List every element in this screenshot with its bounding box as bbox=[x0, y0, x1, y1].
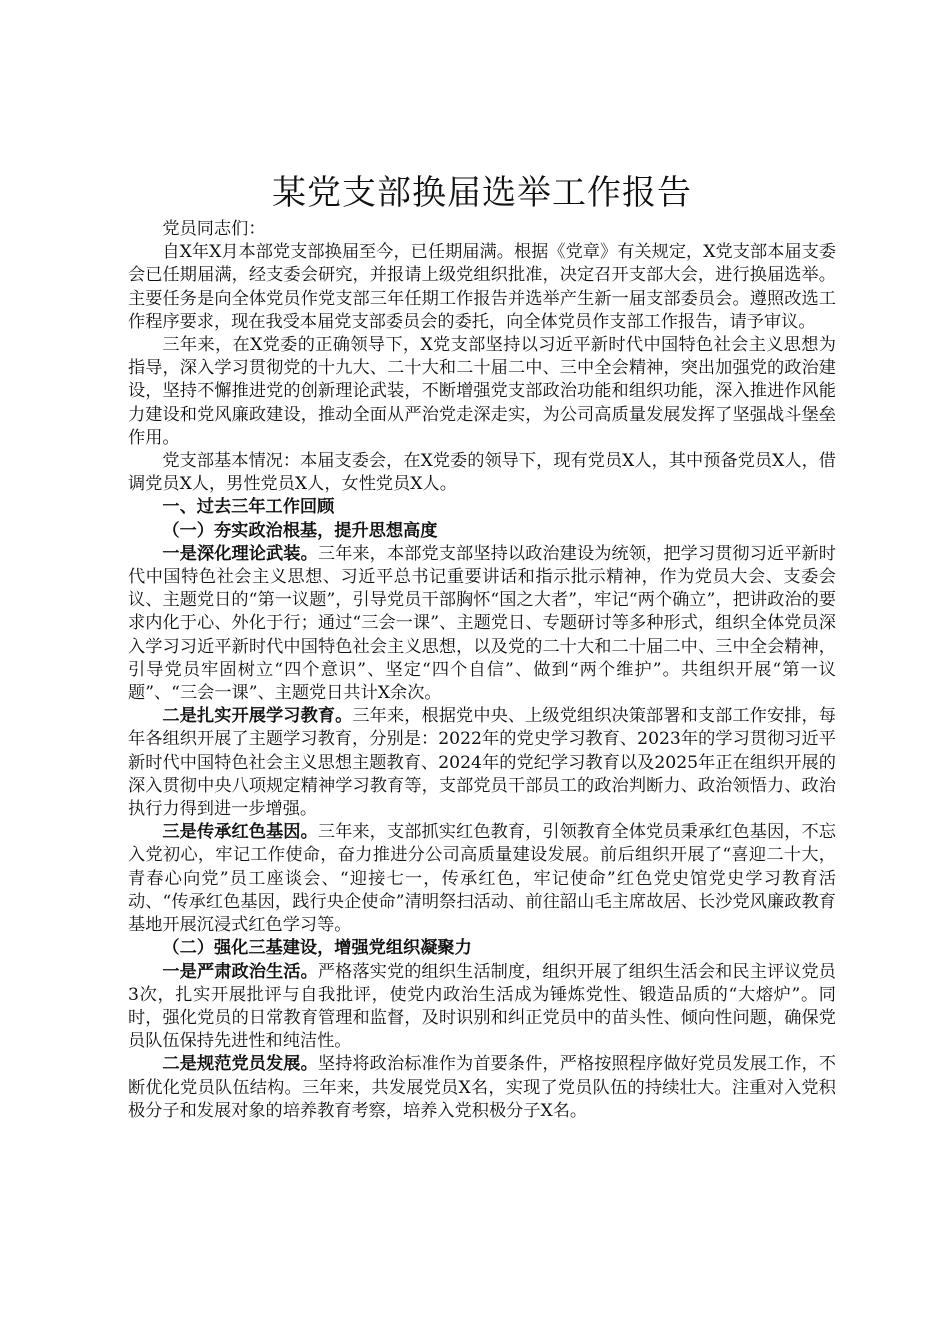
paragraph-text: 三年来，根据党中央、上级党组织决策部署和支部工作安排，每年各组织开展了主题学习教育，分别是：2022年的党史学习教育、2023年的学习贯彻习近平新时代中国特色社会主义思想主题教育、2024年的党纪学习教育以及2025年正在组织开展的深入贯彻中央八项规定精神学习教育等，支部党员干部员工的政治判断力、政治领悟力、政治执行力得到进一步增强。 bbox=[128, 706, 836, 820]
body-paragraph bbox=[128, 961, 836, 1054]
body-paragraph bbox=[128, 543, 836, 705]
salutation: 党员同志们： bbox=[162, 219, 266, 239]
document-title: 某党支部换届选举工作报告 bbox=[272, 173, 692, 213]
paragraph-lead: 三是传承红色基因。 bbox=[162, 822, 318, 843]
section-heading: 一、过去三年工作回顾 bbox=[162, 497, 335, 518]
document-page bbox=[128, 168, 836, 1123]
body-paragraph bbox=[128, 1053, 836, 1123]
paragraph-lead: 二是扎实开展学习教育。 bbox=[162, 706, 353, 727]
subsection-heading: （二）强化三基建设，增强党组织凝聚力 bbox=[162, 938, 472, 959]
paragraph-text: 三年来，支部抓实红色教育，引领教育全体党员秉承红色基因，不忘入党初心，牢记工作使命，奋力推进分公司高质量建设发展。前后组织开展了“喜迎二十大，青春心向党”员工座谈会、“迎接七一，传承红色，牢记使命”红色党史馆党史学习教育活动、“传承红色基因，践行央企使命”清明祭扫活动、前往韶山毛主席故居、长沙党风廉政教育基地开展沉浸式红色学习等。 bbox=[128, 822, 836, 936]
intro-paragraph: 党支部基本情况：本届支委会，在X党委的领导下，现有党员X人，其中预备党员X人，借调党员X人，男性党员X人，女性党员X人。 bbox=[128, 451, 836, 495]
body-paragraph bbox=[128, 705, 836, 821]
paragraph-text: 三年来，本部党支部坚持以政治建设为统领，把学习贯彻习近平新时代中国特色社会主义思想、习近平总书记重要讲话和指示批示精神，作为党员大会、支委会议、主题党日的“第一议题”，引导党员干部胸怀“国之大者”，牢记“两个确立”，把讲政治的要求内化于心、外化于行；通过“三会一课”、主题党日、专题研讨等多种形式，组织全体党员深入学习习近平新时代中国特色社会主义思想，以及党的二十大和二十届二中、三中全会精神，引导党员牢固树立“四个意识”、坚定“四个自信”、做到“两个维护”。共组织开展“第一议题”、“三会一课”、主题党日共计X余次。 bbox=[128, 543, 836, 704]
paragraph-lead: 一是严肃政治生活。 bbox=[162, 961, 318, 982]
intro-paragraph: 自X年X月本部党支部换届至今，已任期届满。根据《党章》有关规定，X党支部本届支委会已任期届满，经支委会研究，并报请上级党组织批准，决定召开支部大会，进行换届选举。主要任务是向全体党员作党支部三年任期工作报告并选举产生新一届支部委员会。遵照改选工作程序要求，现在我受本届党支部委员会的委托，向全体党员作支部工作报告，请予审议。 bbox=[128, 242, 836, 332]
paragraph-lead: 二是规范党员发展。 bbox=[162, 1054, 318, 1075]
paragraph-lead: 一是深化理论武装。 bbox=[162, 543, 318, 564]
body-paragraph bbox=[128, 821, 836, 937]
subsection-heading: （一）夯实政治根基，提升思想高度 bbox=[162, 520, 438, 541]
paragraph-text: 坚持将政治标准作为首要条件，严格按照程序做好党员发展工作，不断优化党员队伍结构。三年来，共发展党员X名，实现了党员队伍的持续壮大。注重对入党积极分子和发展对象的培养教育考察，培养入党积极分子X名。 bbox=[128, 1054, 836, 1121]
intro-paragraph: 三年来，在X党委的正确领导下，X党支部坚持以习近平新时代中国特色社会主义思想为指导，深入学习贯彻党的十九大、二十大和二十届二中、三中全会精神，突出加强党的政治建设，坚持不懈推进党的创新理论武装，不断增强党支部政治功能和组织功能，深入推进作风能力建设和党风廉政建设，推动全面从严治党走深走实，为公司高质量发展发挥了坚强战斗堡垒作用。 bbox=[128, 335, 836, 448]
paragraph-text: 严格落实党的组织生活制度，组织开展了组织生活会和民主评议党员3次，扎实开展批评与自我批评，使党内政治生活成为锤炼党性、锻造品质的“大熔炉”。同时，强化党员的日常教育管理和监督，及时识别和纠正党员中的苗头性、倾向性问题，确保党员队伍保持先进性和纯洁性。 bbox=[128, 961, 836, 1052]
